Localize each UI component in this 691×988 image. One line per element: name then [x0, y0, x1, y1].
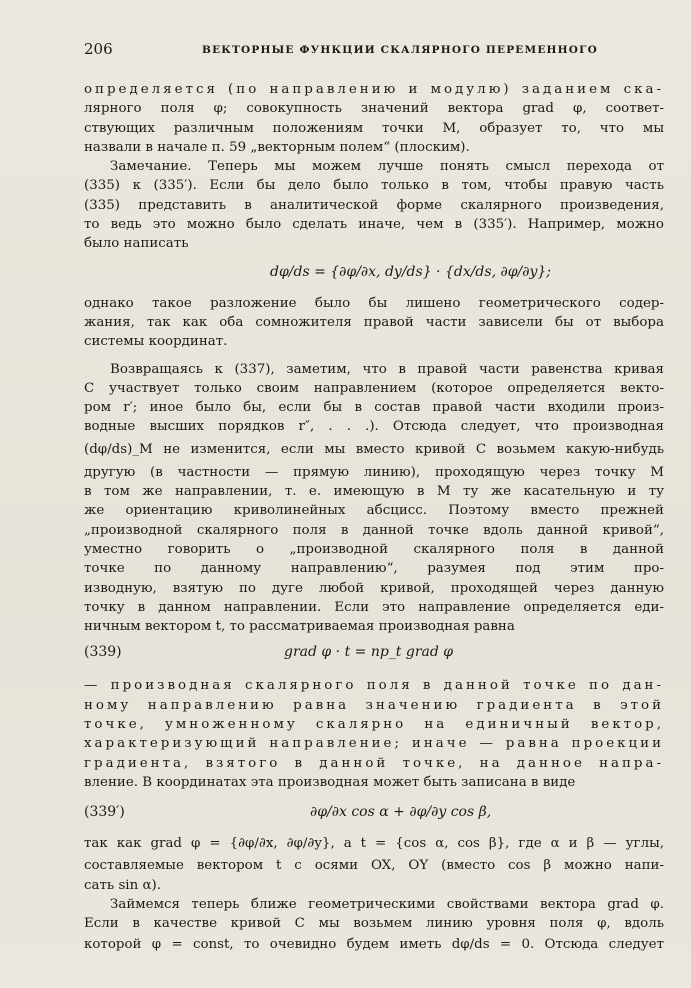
text-line: ничным вектором t, то рассматриваемая производная равна: [84, 619, 515, 635]
text-line: системы координат.: [84, 334, 228, 350]
text-line: (335) к (335′). Если бы дело было только в том, чтобы правую часть: [84, 178, 664, 194]
page-header: [84, 40, 644, 60]
page-body: [84, 80, 664, 957]
text-line: (dφ/ds)_M не изменится, если мы вместо кривой C возьмем какую-нибудь: [84, 441, 664, 457]
text-line: же ориентацию криволинейных абсцисс. Поэтому вместо прежней: [84, 503, 664, 519]
text-line: было написать: [84, 236, 189, 252]
text-line: которой φ = const, то очевидно будем иметь dφ/ds = 0. Отсюда следует: [84, 937, 664, 953]
equation-339-prime: [84, 792, 664, 832]
text-line: другую (в частности — прямую линию), проходящую через точку M: [84, 464, 664, 480]
text-line: характеризующий направление; иначе — равна проекции: [84, 736, 664, 752]
text-line: то ведь это можно было сделать иначе, чем в (335′). Например, можно: [84, 217, 664, 233]
equation-label: (339): [84, 644, 122, 661]
equation-decomposition: [84, 254, 664, 294]
text-line: Возвращаясь к (337), заметим, что в правой части равенства кривая: [110, 361, 664, 377]
text-line: однако такое разложение было бы лишено геометрического содер-: [84, 295, 664, 311]
text-line: точку в данном направлении. Если это направление определяется еди-: [84, 599, 664, 615]
equation-text: ∂φ/∂x cos α + ∂φ/∂y cos β,: [310, 804, 492, 821]
text-line: вление. В координатах эта производная может быть записана в виде: [84, 774, 576, 790]
text-line: (335) представить в аналитической форме скалярного произведения,: [84, 197, 664, 213]
text-line: уместно говорить о „производной скалярного поля в данной: [84, 541, 664, 557]
text-line: точке, умноженному скалярно на единичный вектор,: [84, 717, 664, 733]
paragraph-directional-derivative: [84, 360, 664, 637]
text-line: Если в качестве кривой C мы возьмем линию уровня поля φ, вдоль: [84, 916, 664, 932]
text-line: Займемся теперь ближе геометрическими свойствами вектора grad φ.: [110, 896, 664, 912]
text-line: градиента, взятого в данной точке, на данное напра-: [84, 755, 664, 771]
text-line: — производная скалярного поля в данной точке по дан-: [84, 678, 664, 694]
text-line: составляемые вектором t с осями OX, OY (вместо cos β можно напи-: [84, 858, 664, 874]
paragraph-no-geometric-meaning: [84, 294, 664, 352]
text-line: ствующих различным положениям точки M, образует то, что мы: [84, 120, 664, 136]
equation-text: dφ/ds = {∂φ/∂x, dy/ds} · {dx/ds, ∂φ/∂y};: [270, 263, 552, 280]
equation-339: [84, 636, 664, 676]
text-line: изводную, взятую по дуге любой кривой, проходящей через данную: [84, 580, 664, 596]
page-number: 206: [84, 40, 113, 58]
text-line: ному направлению равна значению градиента в этой: [84, 697, 664, 713]
equation-text: grad φ · t = пр_t grad φ: [284, 644, 454, 661]
text-line: C участвует только своим направлением (которое определяется векто-: [84, 380, 664, 396]
text-line: назвали в начале п. 59 „векторным полем“ (плоским).: [84, 139, 470, 155]
text-line: жания, так как оба сомножителя правой части зависели бы от выбора: [84, 314, 664, 330]
paragraph-coordinates: [84, 832, 664, 895]
text-line: сать sin α).: [84, 877, 161, 893]
text-line: так как grad φ = {∂φ/∂x, ∂φ/∂y}, а t = {cos α, cos β}, где α и β — углы,: [84, 836, 664, 852]
equation-label: (339′): [84, 804, 125, 821]
text-line: определяется (по направлению и модулю) заданием ска-: [84, 82, 664, 97]
text-line: точке по данному направлению“, разумея под этим про-: [84, 561, 664, 577]
text-line: лярного поля φ; совокупность значений вектора grad φ, соответ-: [84, 101, 664, 117]
paragraph-projection: [84, 676, 664, 792]
text-line: в том же направлении, т. е. имеющую в M ту же касательную и ту: [84, 484, 664, 500]
paragraph-level-lines: [84, 895, 664, 958]
paragraph-remark: [84, 157, 664, 253]
running-head: ВЕКТОРНЫЕ ФУНКЦИИ СКАЛЯРНОГО ПЕРЕМЕННОГО: [202, 44, 598, 56]
paragraph-gradient-field: [84, 80, 664, 157]
text-line: водные высших порядков r″, . . .). Отсюда следует, что производная: [84, 419, 664, 435]
text-line: „производной скалярного поля в данной точке вдоль данной кривой“,: [84, 522, 664, 538]
text-line: ром r′; иное было бы, если бы в состав правой части входили произ-: [84, 400, 664, 416]
text-line: Замечание. Теперь мы можем лучше понять смысл перехода от: [110, 159, 664, 175]
